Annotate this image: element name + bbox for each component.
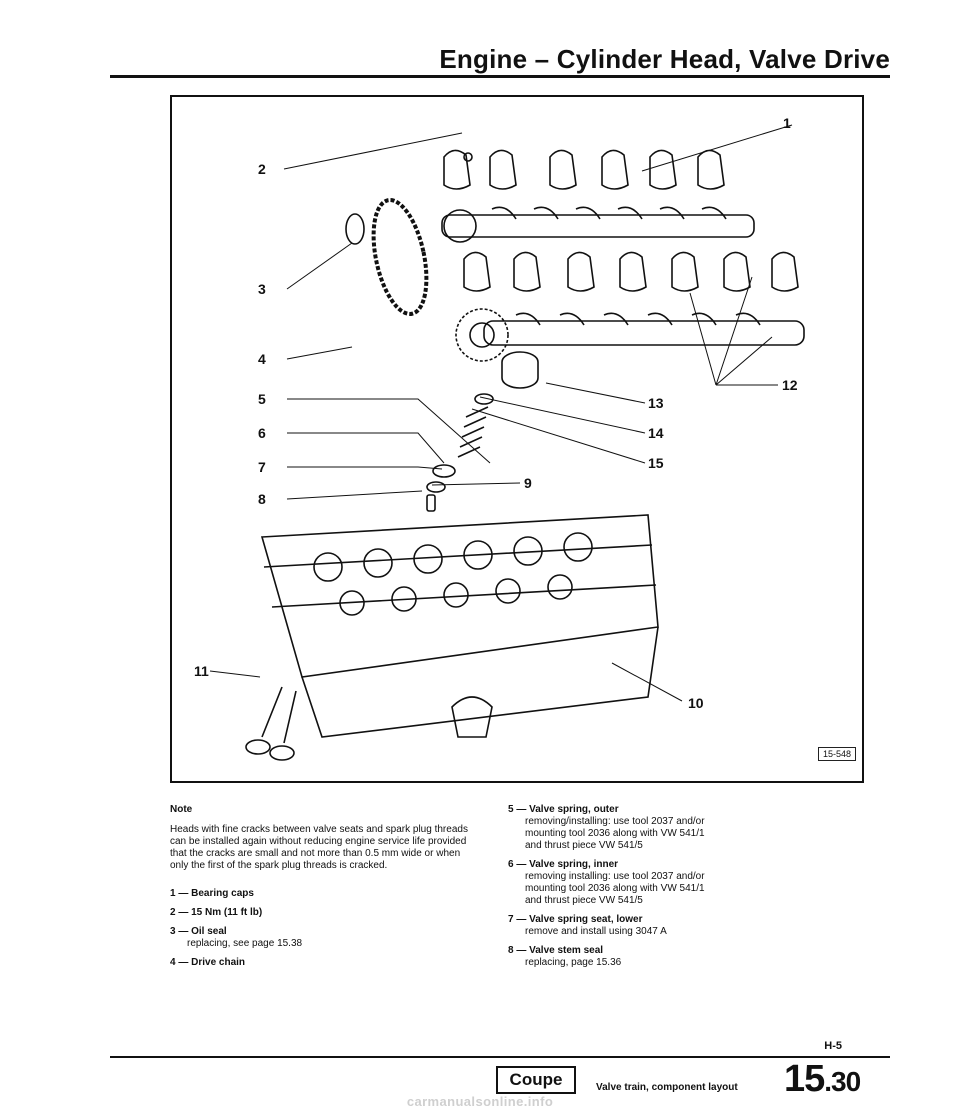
component-label: 7 — Valve spring seat, lower [508, 914, 643, 925]
note-heading: Note [170, 804, 193, 815]
bearing-caps-middle-row [464, 252, 798, 291]
component-item [170, 957, 470, 969]
callout-3: 3 [258, 281, 266, 297]
page-title: Engine – Cylinder Head, Valve Drive [439, 44, 890, 74]
engine-diagram [172, 97, 862, 781]
section-minor: .30 [824, 1066, 861, 1097]
camshaft-exhaust [456, 309, 804, 361]
component-item [508, 859, 808, 907]
bearing-caps-top-row [444, 150, 724, 189]
component-detail: removing/installing: use tool 2037 and/or [525, 816, 705, 827]
left-column [170, 804, 470, 976]
callout-7: 7 [258, 459, 266, 475]
model-box: Coupe [496, 1066, 576, 1094]
watermark: carmanualsonline.info [406, 1094, 554, 1109]
callout-10: 10 [688, 695, 704, 711]
component-item [508, 804, 808, 852]
component-item [170, 888, 470, 900]
component-label: 6 — Valve spring, inner [508, 859, 619, 870]
callout-12: 12 [782, 377, 798, 393]
header-rule [110, 75, 890, 78]
component-detail: mounting tool 2036 along with VW 541/1 [525, 828, 705, 839]
component-detail: remove and install using 3047 A [525, 926, 667, 937]
valve-component-stack [427, 352, 538, 511]
component-item [508, 945, 808, 969]
component-detail: and thrust piece VW 541/5 [525, 895, 643, 906]
right-item-list [508, 804, 808, 969]
footer-subtitle: Valve train, component layout [596, 1082, 738, 1093]
callout-6: 6 [258, 425, 266, 441]
component-label: 4 — Drive chain [170, 957, 246, 968]
callout-13: 13 [648, 395, 664, 411]
oil-seal [346, 214, 364, 244]
callout-8: 8 [258, 491, 266, 507]
component-label: 5 — Valve spring, outer [508, 804, 619, 815]
footer-rule [110, 1056, 890, 1058]
cylinder-head [262, 515, 658, 737]
component-item [170, 907, 470, 919]
valves [246, 687, 296, 760]
note-body: Heads with fine cracks between valve seats and spark plug threads can be installed again without reducing engine service life provided that the cracks are small and not more than 0.5 mm wide or when only the first of the spark plug threads is cracked. [170, 824, 468, 871]
callout-2: 2 [258, 161, 266, 177]
component-detail: removing installing: use tool 2037 and/or [525, 871, 705, 882]
exploded-view-figure [170, 95, 864, 783]
figure-id: 15-548 [818, 747, 856, 761]
component-item [170, 926, 470, 950]
callout-14: 14 [648, 425, 664, 441]
callout-11: 11 [194, 663, 209, 679]
component-detail: mounting tool 2036 along with VW 541/1 [525, 883, 705, 894]
callout-15: 15 [648, 455, 664, 471]
component-detail: replacing, see page 15.38 [187, 938, 303, 949]
component-label: 3 — Oil seal [170, 926, 227, 937]
callout-4: 4 [258, 351, 266, 367]
callout-1: 1 [783, 115, 791, 131]
component-detail: and thrust piece VW 541/5 [525, 840, 643, 851]
page-id: H-5 [824, 1040, 842, 1052]
component-label: 2 — 15 Nm (11 ft lb) [170, 907, 263, 918]
drive-chain [364, 195, 435, 318]
component-label: 8 — Valve stem seal [508, 945, 604, 956]
component-label: 1 — Bearing caps [170, 888, 254, 899]
component-detail: replacing, page 15.36 [525, 957, 622, 968]
section-major: 15 [784, 1058, 825, 1100]
component-item [508, 914, 808, 938]
left-item-list [170, 888, 470, 969]
camshaft-intake [442, 207, 754, 242]
leader-lines [210, 125, 792, 701]
right-column [508, 804, 808, 976]
callout-5: 5 [258, 391, 266, 407]
callout-9: 9 [524, 475, 532, 491]
